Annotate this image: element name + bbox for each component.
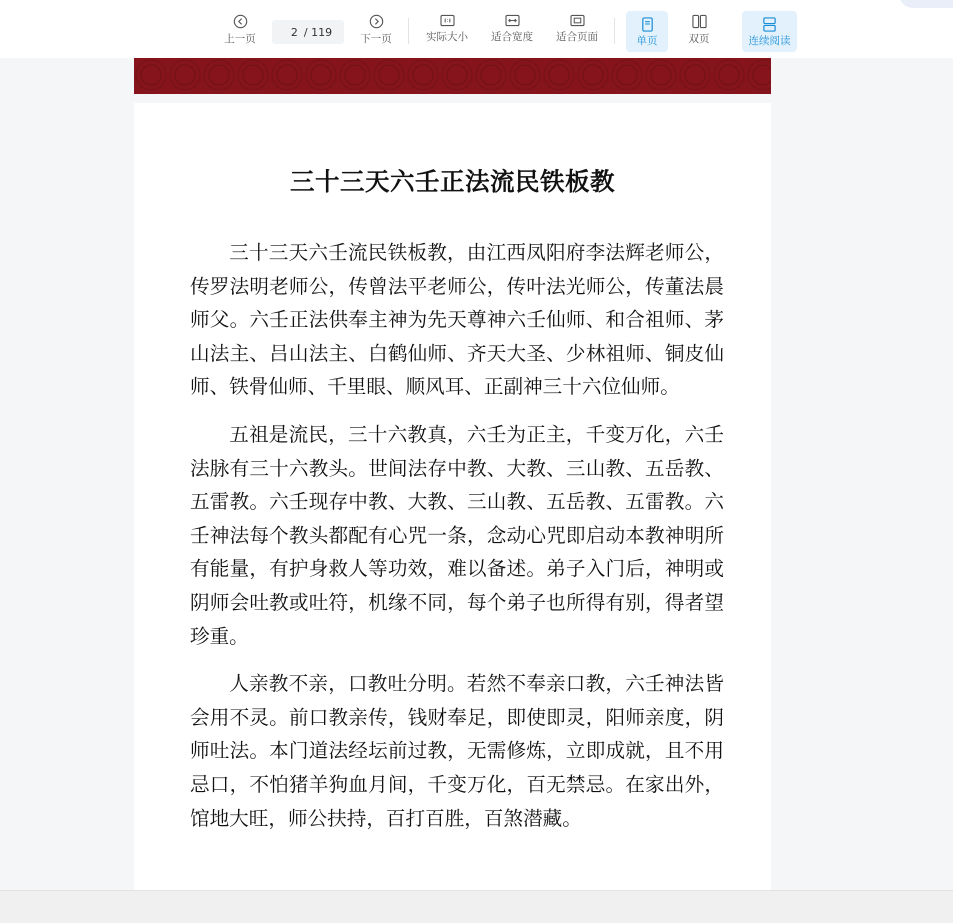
total-pages: / 119 — [303, 25, 333, 39]
double-page-button[interactable] — [683, 14, 715, 52]
continuous-reading-icon — [762, 17, 777, 32]
bottom-bar — [0, 890, 953, 923]
fit-page-label: 适合页面 — [556, 31, 598, 43]
page-indicator — [272, 20, 344, 44]
page-header-banner — [134, 58, 771, 94]
actual-size-icon — [440, 14, 455, 27]
toolbar — [0, 0, 953, 58]
single-page-icon — [641, 17, 654, 32]
prev-page-label: 上一页 — [224, 33, 256, 45]
next-page-label: 下一页 — [360, 33, 392, 45]
toolbar-divider — [408, 18, 409, 44]
document-page — [134, 103, 771, 890]
chevron-right-circle-icon — [369, 14, 384, 29]
corner-decoration — [899, 0, 953, 8]
double-page-label: 双页 — [688, 33, 710, 45]
actual-size-button[interactable] — [423, 14, 471, 52]
paragraph: 三十三天六壬流民铁板教，由江西凤阳府李法辉老师公，传罗法明老师公，传曾法平老师公，传叶法光师公，传董法晨师父。六壬正法供奉主神为先天尊神六壬仙师、和合祖师、茅山法主、吕山法主、白鹤仙师、齐天大圣、少林祖师、铜皮仙师、铁骨仙师、千里眼、顺风耳、正副神三十六位仙师。 — [190, 241, 724, 399]
fit-width-label: 适合宽度 — [491, 31, 533, 43]
toolbar-divider — [614, 18, 615, 44]
chevron-left-circle-icon — [233, 14, 248, 29]
next-page-button[interactable] — [358, 14, 394, 52]
single-page-button[interactable] — [626, 11, 668, 52]
single-page-label: 单页 — [636, 34, 658, 47]
continuous-reading-button[interactable] — [742, 11, 797, 52]
continuous-reading-label: 连续阅读 — [748, 34, 791, 47]
fit-page-button[interactable] — [553, 14, 601, 52]
paragraph: 五祖是流民，三十六教真，六壬为正主，千变万化，六壬法脉有三十六教头。世间法存中教、大教、三山教、五岳教、五雷教。六壬现存中教、大教、三山教、五岳教、五雷教。六壬神法每个教头都配有心咒一条，念动心咒即启动本教神明所有能量，有护身救人等功效，难以备述。弟子入门后，神明或阴师会吐教或吐符，机缘不同，每个弟子也所得有别，得者望珍重。 — [190, 422, 724, 648]
page-number-input[interactable] — [284, 26, 298, 39]
fit-page-icon — [570, 14, 585, 27]
fit-width-button[interactable] — [488, 14, 536, 52]
document-title: 三十三天六壬正法流民铁板教 — [290, 167, 615, 196]
fit-width-icon — [505, 14, 520, 27]
document-body — [190, 236, 724, 849]
double-page-icon — [692, 14, 707, 29]
actual-size-label: 实际大小 — [426, 31, 468, 43]
paragraph: 人亲教不亲，口教吐分明。若然不奉亲口教，六壬神法皆会用不灵。前口教亲传，钱财奉足，即使即灵，阳师亲度，阴师吐法。本门道法经坛前过教，无需修炼，立即成就，且不用忌口，不怕猪羊狗血月间，千变万化，百无禁忌。在家出外，馆地大旺，师公扶持，百打百胜，百煞潜藏。 — [190, 672, 724, 830]
prev-page-button[interactable] — [222, 14, 258, 52]
